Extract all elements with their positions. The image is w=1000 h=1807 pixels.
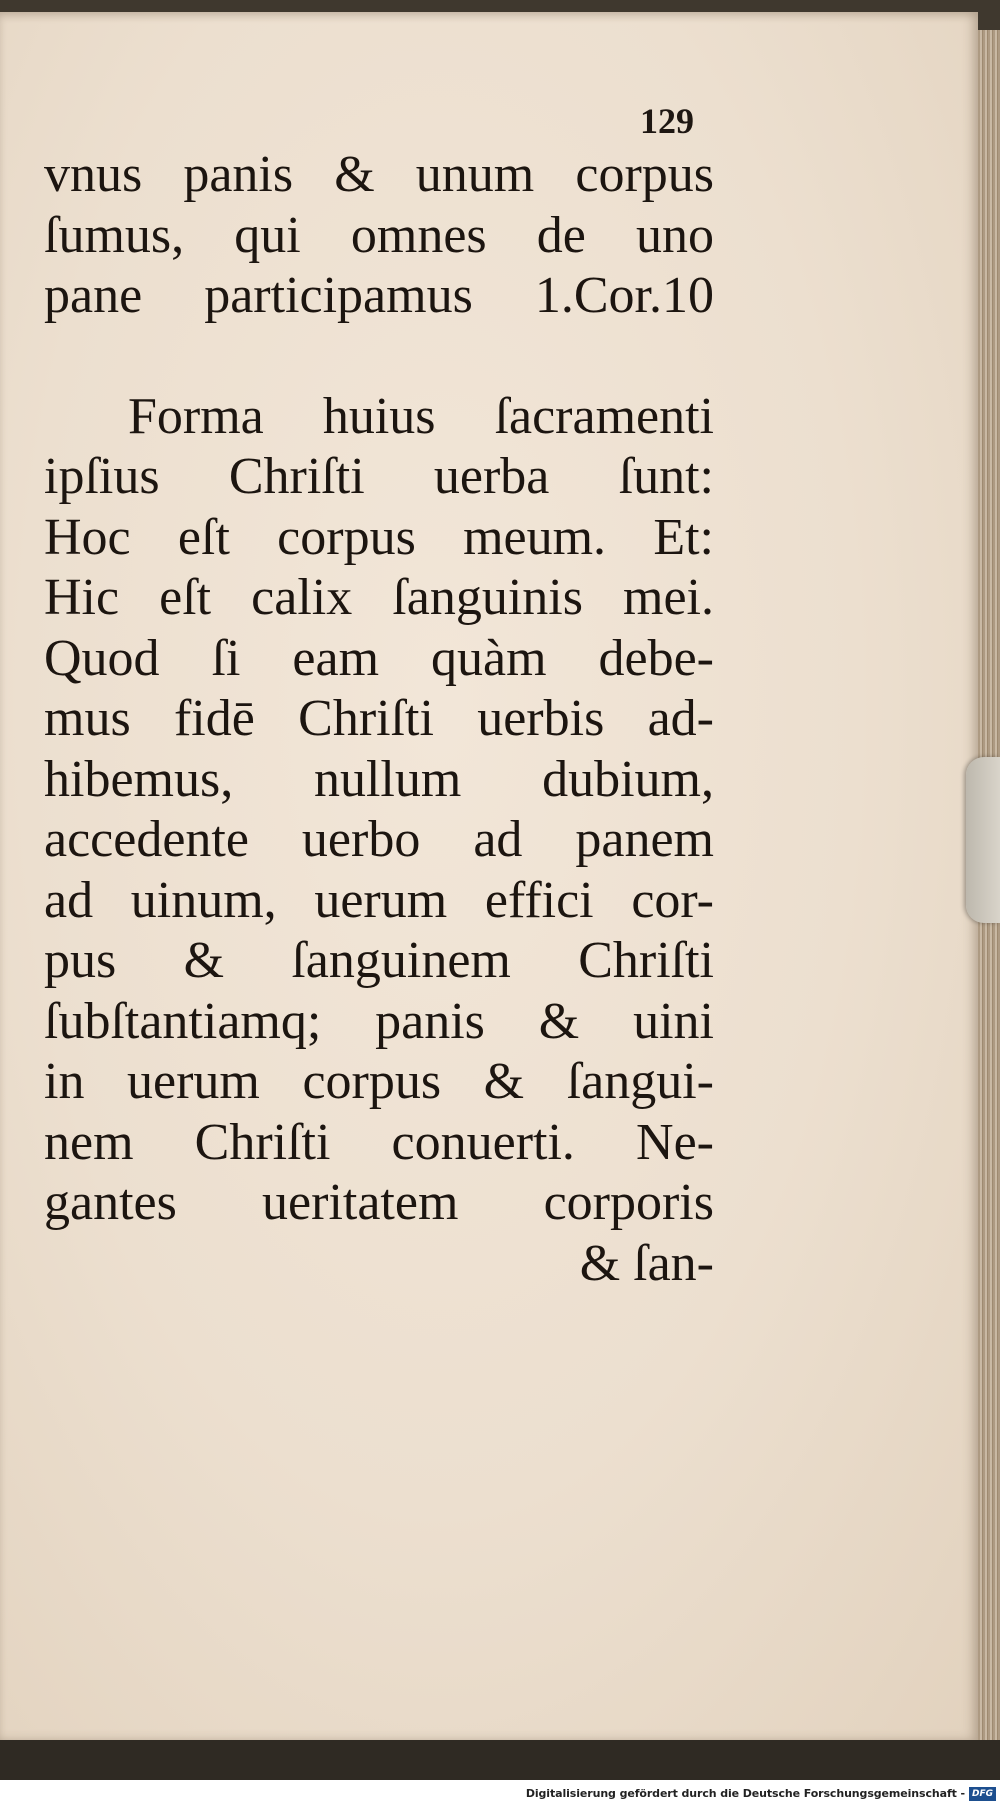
text-line: in uerum corpus & ſangui- bbox=[44, 1053, 714, 1110]
dfg-logo: DFG bbox=[969, 1787, 996, 1801]
text-line: ipſius Chriſti uerba ſunt: bbox=[44, 448, 714, 505]
text-line: pane participamus 1.Cor.10 bbox=[44, 267, 714, 324]
text-line: Quod ſi eam quàm debe- bbox=[44, 629, 714, 687]
text-line-indented: Forma huius ſacramenti bbox=[128, 387, 714, 445]
text-line: hibemus, nullum dubium, bbox=[44, 750, 714, 808]
text-line: ad uinum, uerum effici cor- bbox=[44, 871, 714, 929]
footer-credit-bar bbox=[0, 1780, 1000, 1807]
text-line: pus & ſanguinem Chriſti bbox=[44, 932, 714, 989]
text-line: ſubſtantiamq; panis & uini bbox=[44, 992, 714, 1050]
page-number: 129 bbox=[640, 101, 694, 141]
text-line: Hic eſt calix ſanguinis mei. bbox=[44, 569, 714, 626]
text-line: Hoc eſt corpus meum. Et: bbox=[44, 508, 714, 566]
text-line: vnus panis & unum corpus bbox=[44, 146, 714, 203]
text-line: accedente uerbo ad panem bbox=[44, 811, 714, 868]
body-text bbox=[44, 145, 714, 1294]
footer-credit: Digitalisierung gefördert durch die Deutsche Forschungsgemeinschaft - bbox=[525, 1787, 965, 1800]
text-line: mus fidē Chriſti uerbis ad- bbox=[44, 690, 714, 747]
text-line: nem Chriſti conuerti. Ne- bbox=[44, 1113, 714, 1171]
book-page bbox=[0, 12, 978, 1740]
text-line: gantes ueritatem corporis bbox=[44, 1174, 714, 1231]
paragraph-gap bbox=[44, 327, 714, 387]
text-line: ſumus, qui omnes de uno bbox=[44, 206, 714, 264]
catchword: & ſan- bbox=[579, 1234, 714, 1292]
bookmark-tab bbox=[966, 757, 1000, 923]
scan-bottom-band bbox=[0, 1740, 1000, 1780]
